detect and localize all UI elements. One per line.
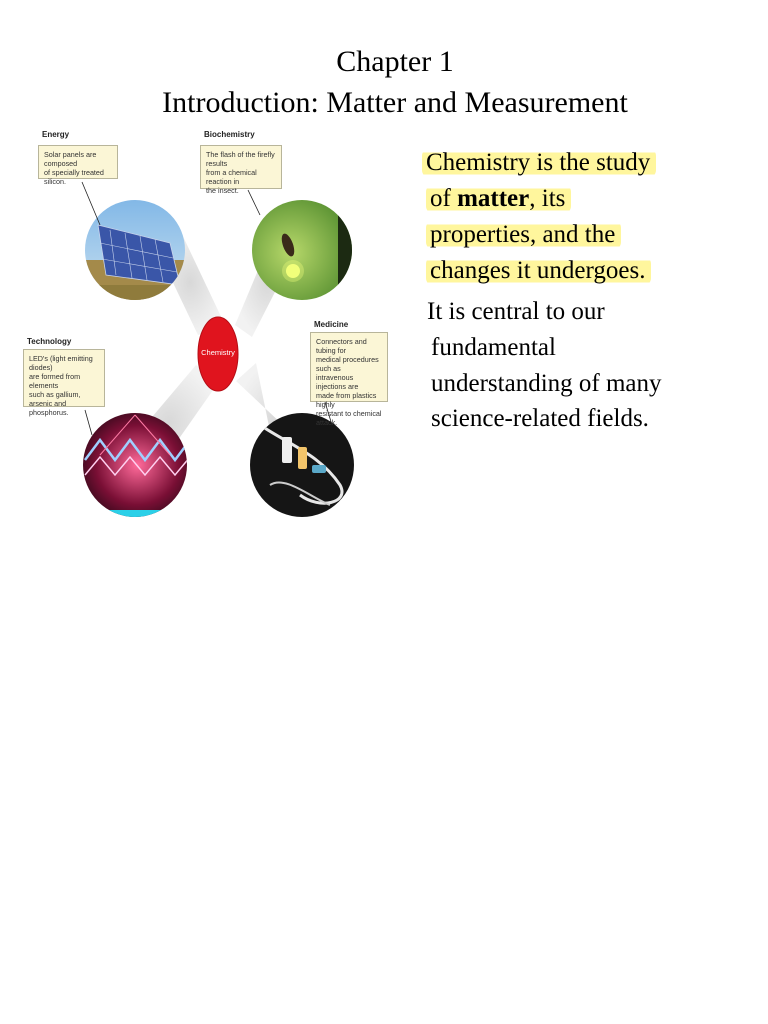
callout-bio-line: the insect. — [206, 186, 239, 195]
callout-med-line: medical procedures such as — [316, 355, 379, 373]
importance-line-4: science-related fields. — [431, 405, 649, 432]
callout-med-line: Connectors and tubing for — [316, 337, 367, 355]
definition-line-4: changes it undergoes. — [426, 256, 651, 286]
definition-line-3: properties, and the — [426, 220, 621, 250]
callout-med-line: resistant to chemical attack. — [316, 409, 382, 427]
callout-technology — [23, 349, 105, 417]
importance-line-2: fundamental — [431, 334, 556, 361]
callout-bio-line: from a chemical reaction in — [206, 168, 257, 186]
importance-line-3: understanding of many — [431, 370, 662, 397]
definition-line-1: Chemistry is the study — [422, 148, 656, 178]
importance-line-1: It is central to our — [427, 298, 605, 325]
chapter-subtitle: Introduction: Matter and Measurement — [162, 86, 628, 119]
heading-biochemistry: Biochemistry — [204, 130, 255, 139]
chemistry-fields-figure — [20, 125, 395, 525]
callout-energy — [38, 145, 118, 186]
heading-medicine: Medicine — [314, 320, 349, 329]
callout-tech-line: LED's (light emitting diodes) — [29, 354, 93, 372]
callout-tech-line: phosphorus. — [29, 408, 69, 417]
callout-medicine — [310, 332, 388, 427]
heading-energy: Energy — [42, 130, 70, 139]
callout-tech-line: such as gallium, arsenic and — [29, 390, 81, 408]
solar-panel-photo — [80, 195, 195, 310]
callout-med-line: intravenous injections are — [316, 373, 359, 391]
callout-med-line: made from plastics highly — [316, 391, 377, 409]
callout-energy-line: of specially treated silicon. — [44, 168, 104, 186]
chapter-title: Chapter 1 — [336, 45, 454, 78]
callout-bio-line: The flash of the firefly results — [206, 150, 275, 168]
callout-biochemistry — [200, 145, 282, 195]
callout-tech-line: are formed from elements — [29, 372, 81, 390]
callout-energy-line: Solar panels are composed — [44, 150, 97, 168]
matter-term: matter — [457, 185, 530, 212]
definition-line-2-post: , its — [529, 185, 566, 212]
definition-line-2-pre: of — [430, 185, 458, 212]
definition-line-2 — [426, 184, 571, 214]
chemistry-center-label: Chemistry — [201, 348, 235, 357]
heading-technology: Technology — [27, 337, 72, 346]
